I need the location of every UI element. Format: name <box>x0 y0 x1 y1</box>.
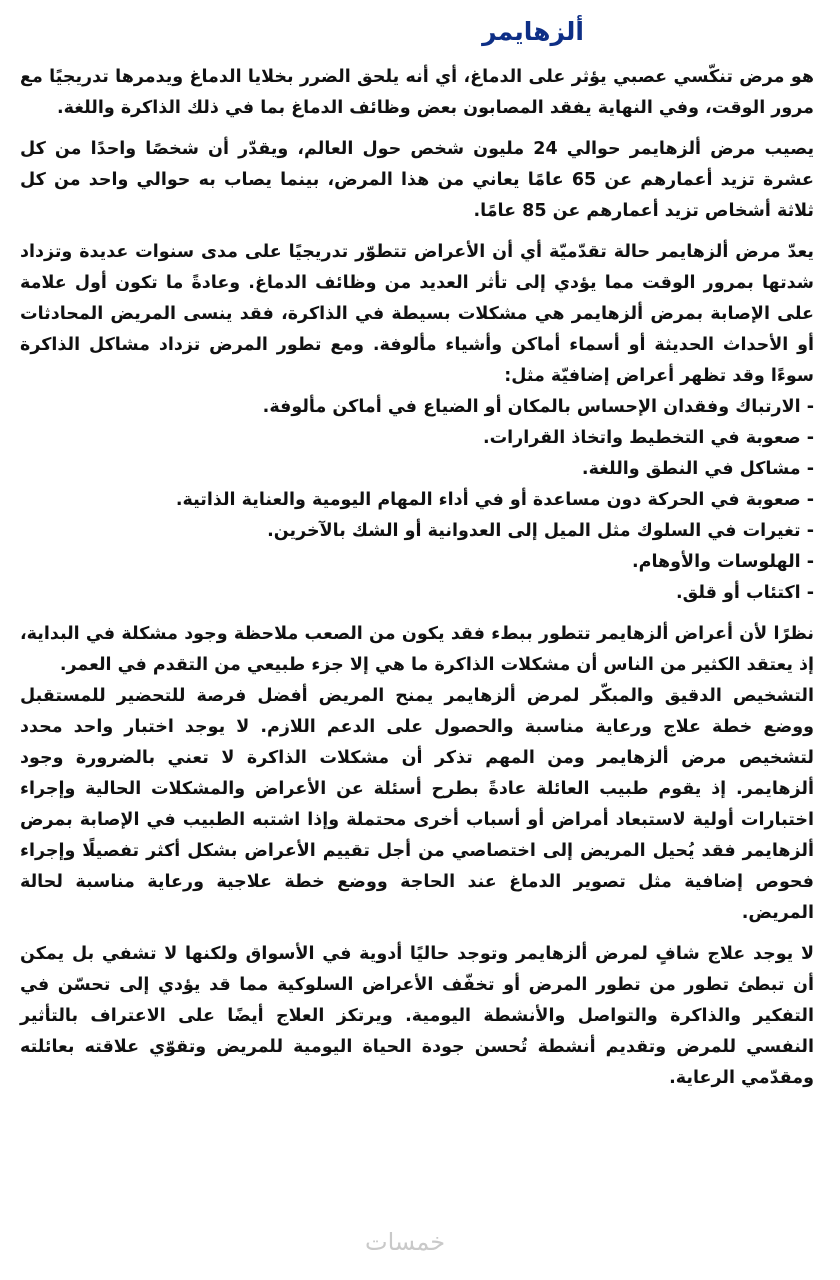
paragraph-treatment: لا يوجد علاج شافٍ لمرض ألزهايمر وتوجد حاليًا أدوية في الأسواق ولكنها لا تشفي بل يمكن أن تبطئ تطور من تطور المرض أو تخفّف الأعراض السلوكية مما قد يؤدي إلى تحسّن في التفكير والذاكرة والتواصل والأنشطة اليومية. ويرتكز العلاج أيضًا على الاعتراف بالتأثير النفسي للمرض وتقديم أنشطة تُحسن جودة الحياة اليومية للمريض وتقوّي علاقته بعائلته ومقدّمي الرعاية. <box>20 944 814 1088</box>
paragraph-definition: هو مرض تنكّسي عصبي يؤثر على الدماغ، أي أنه يلحق الضرر بخلايا الدماغ ويدمرها تدريجيًا مع مرور الوقت، وفي النهاية يفقد المصابون بعض وظائف الدماغ بما في ذلك الذاكرة واللغة. <box>20 67 814 118</box>
paragraph-early-signs: نظرًا لأن أعراض ألزهايمر تتطور ببطء فقد يكون من الصعب ملاحظة وجود مشكلة في البداية، إذ يعتقد الكثير من الناس أن مشكلات الذاكرة ما هي إلا جزء طبيعي من التقدم في العمر. <box>20 624 814 675</box>
list-item: - الارتباك وفقدان الإحساس بالمكان أو الضياع في أماكن مألوفة. <box>262 397 814 417</box>
list-item: - تغيرات في السلوك مثل الميل إلى العدوانية أو الشك بالآخرين. <box>267 521 814 541</box>
list-item: - الهلوسات والأوهام. <box>631 552 814 572</box>
list-item: - صعوبة في الحركة دون مساعدة أو في أداء المهام اليومية والعناية الذاتية. <box>175 490 814 510</box>
page-title: ألزهايمر <box>482 17 584 46</box>
watermark-logo: خمسات <box>365 1228 446 1256</box>
list-item: - مشاكل في النطق واللغة. <box>581 459 814 479</box>
paragraph-diagnosis: التشخيص الدقيق والمبكّر لمرض ألزهايمر يمنح المريض أفضل فرصة للتحضير للمستقبل ووضع خطة علاج ورعاية مناسبة والحصول على الدعم اللازم. لا يوجد اختبار واحد محدد لتشخيص مرض ألزهايمر ومن المهم تذكر أن مشكلات الذاكرة لا تعني بالضرورة وجود ألزهايمر. إذ يقوم طبيب العائلة عادةً بطرح أسئلة عن الأعراض والمشكلات الحالية وإجراء اختبارات أولية لاستبعاد أمراض أو أسباب أخرى محتملة وإذا اشتبه الطبيب في الإصابة بمرض ألزهايمر فقد يُحيل المريض إلى اختصاصي من أجل تقييم الأعراض بشكل أكثر تفصيلًا وإجراء فحوص إضافية مثل تصوير الدماغ عند الحاجة ووضع خطة علاجية ورعاية مناسبة لحالة المريض. <box>20 686 814 923</box>
paragraph-prevalence: يصيب مرض ألزهايمر حوالي 24 مليون شخص حول العالم، ويقدّر أن شخصًا واحدًا من كل عشرة تزيد أعمارهم عن 65 عامًا يعاني من هذا المرض، بينما يصاب به حوالي واحد من كل ثلاثة أشخاص تزيد أعمارهم عن 85 عامًا. <box>20 139 815 221</box>
list-item: - اكتئاب أو قلق. <box>675 583 814 603</box>
paragraph-progression: يعدّ مرض ألزهايمر حالة تقدّميّة أي أن الأعراض تتطوّر تدريجيًا على مدى سنوات عديدة وتزداد شدتها بمرور الوقت مما يؤدي إلى تأثر العديد من وظائف الدماغ. وعادةً ما تكون أول علامة على الإصابة بمرض ألزهايمر هي مشكلات بسيطة في الذاكرة، فقد ينسى المريض المحادثات أو الأحداث الحديثة أو أسماء أماكن وأشياء مألوفة. ومع تطور المرض تزداد مشاكل الذاكرة سوءًا وقد تظهر أعراض إضافيّة مثل: <box>20 242 814 386</box>
list-item: - صعوبة في التخطيط واتخاذ القرارات. <box>482 428 814 448</box>
symptoms-list <box>20 392 814 609</box>
